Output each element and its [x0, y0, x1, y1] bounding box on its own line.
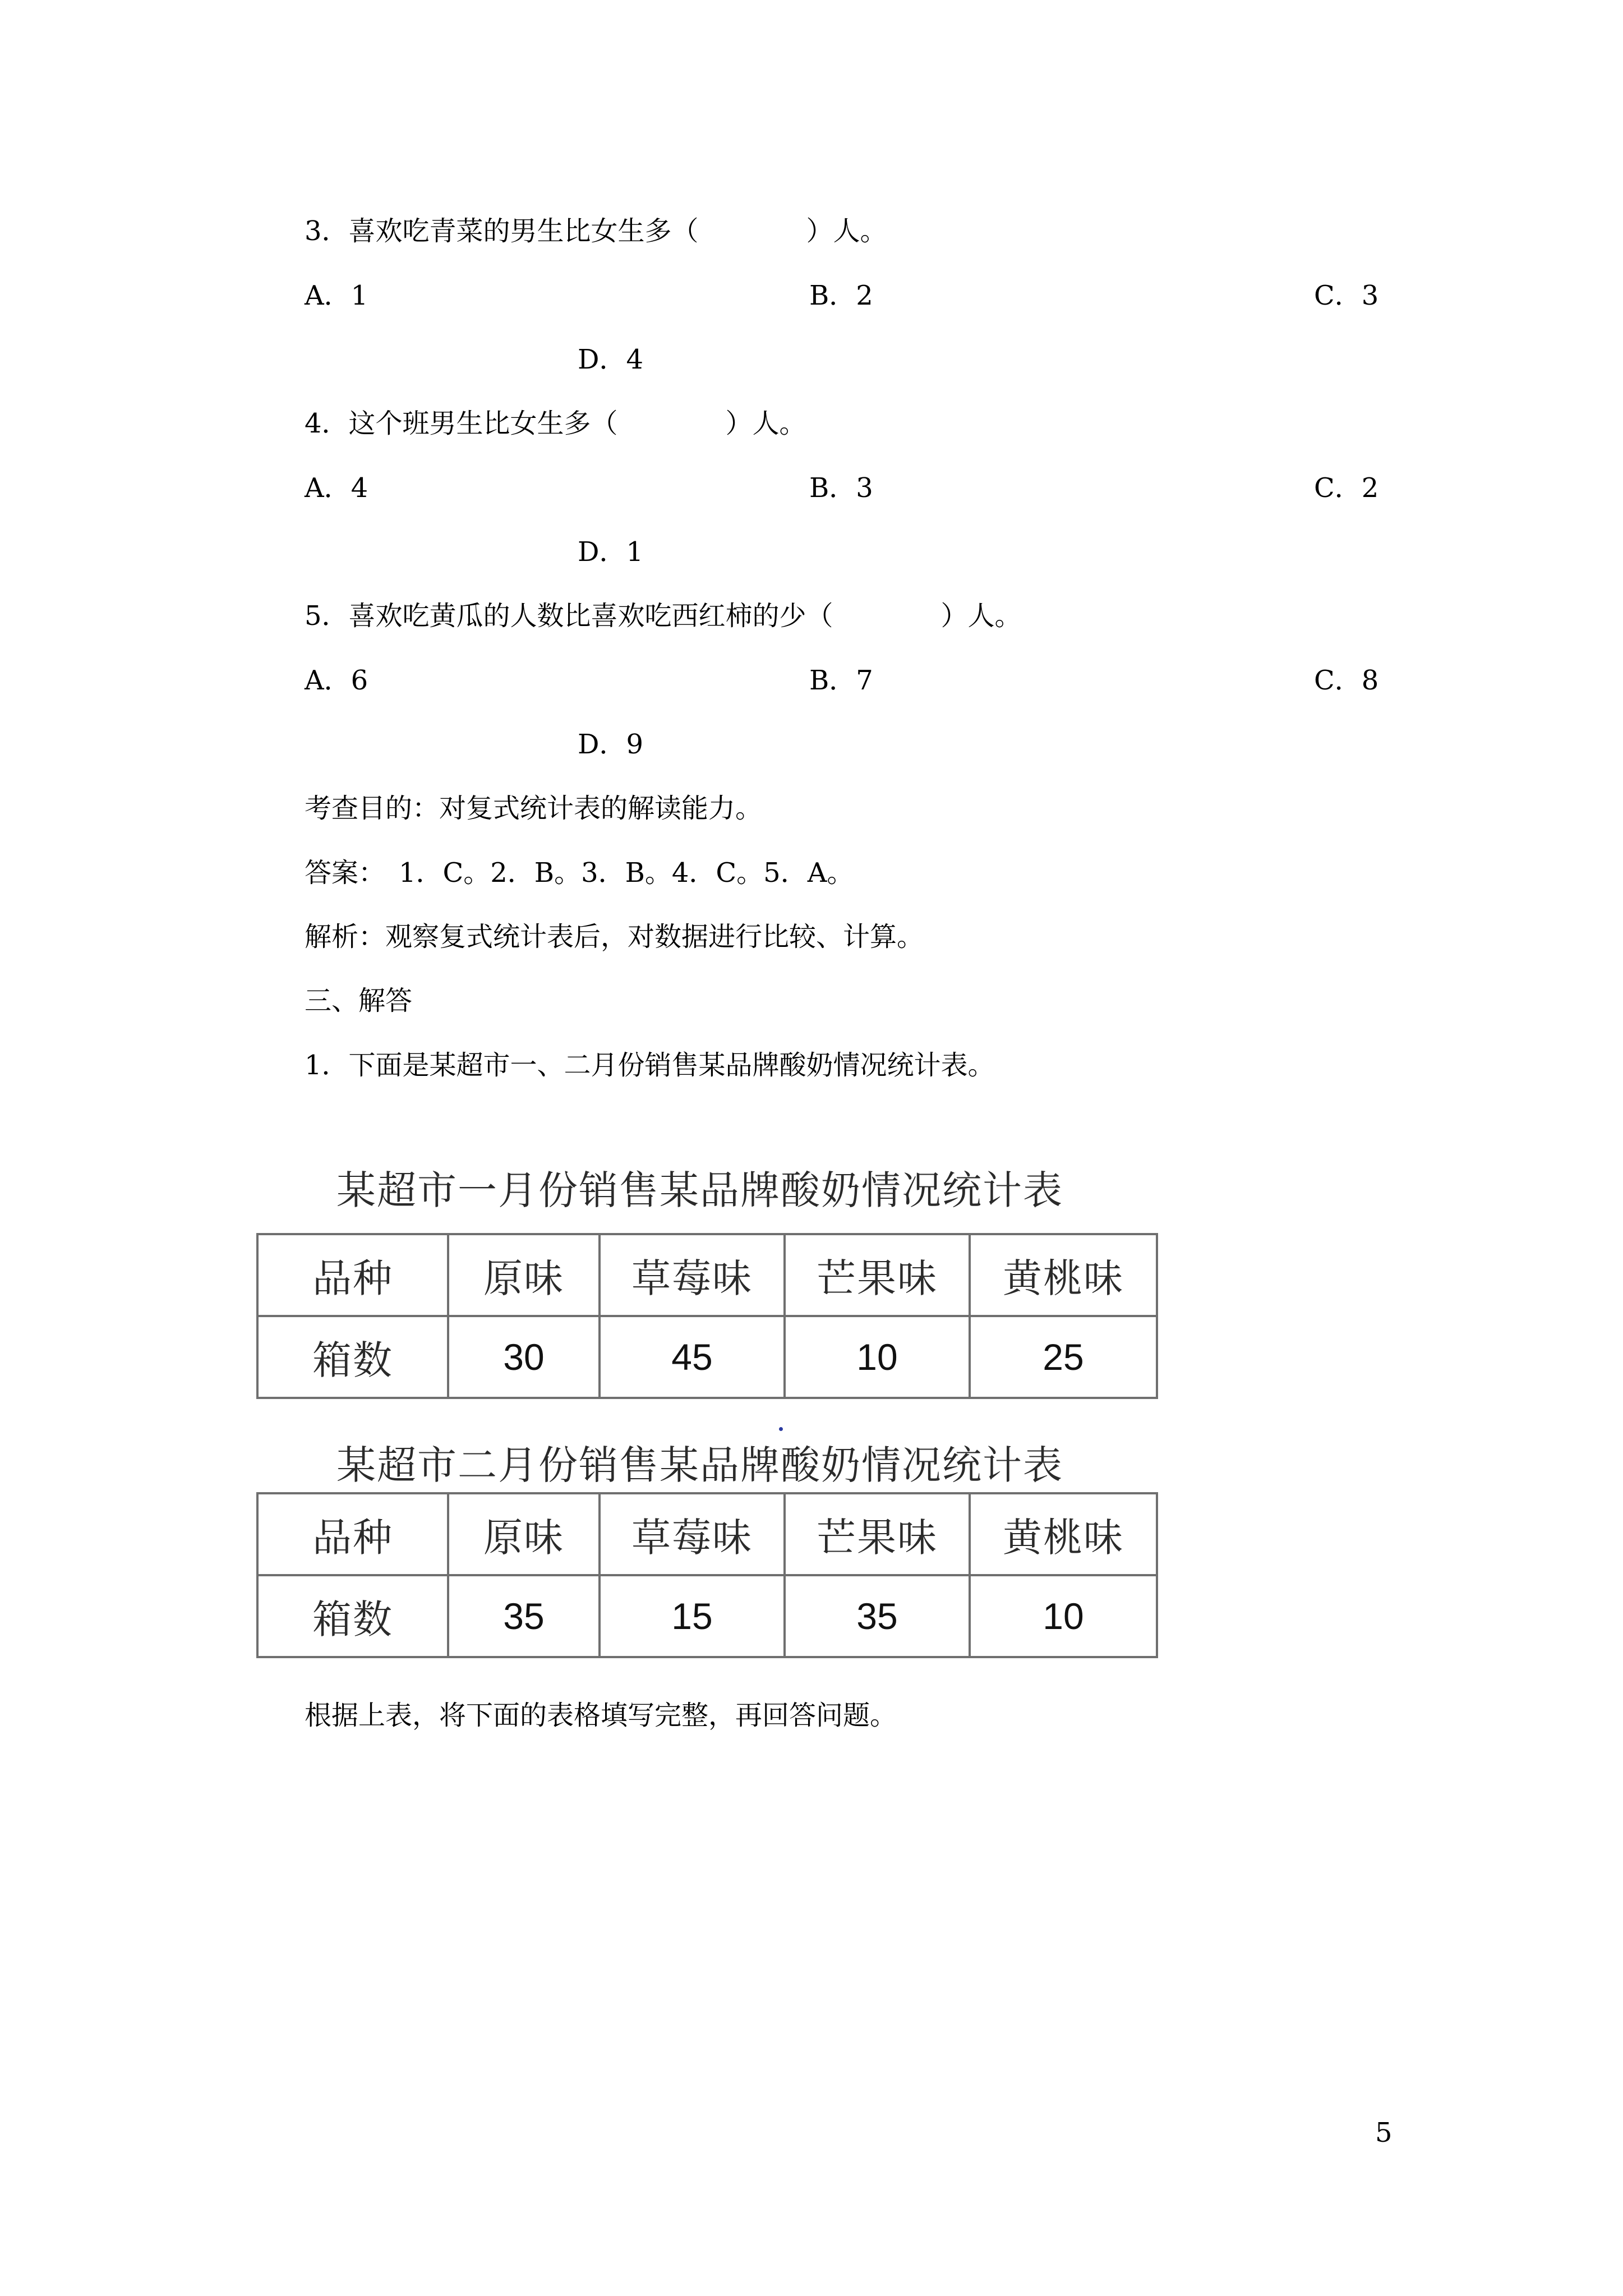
table-1	[256, 1233, 1158, 1399]
question-5-option-d: D．9	[578, 729, 644, 760]
problem-1-text: 1．下面是某超市一、二月份销售某品牌酸奶情况统计表。	[305, 1050, 995, 1081]
question-4-option-c: C．2	[1314, 472, 1379, 504]
analysis-text: 解析：观察复式统计表后，对数据进行比较、计算。	[305, 921, 924, 953]
question-3-option-c: C．3	[1314, 280, 1379, 311]
question-4-stem: 4．这个班男生比女生多（ ）人。	[305, 408, 806, 439]
question-4-option-b: B．3	[809, 472, 873, 504]
table-1-header-cell: 草莓味	[600, 1234, 785, 1316]
question-3-option-d: D．4	[578, 344, 644, 375]
table-2-value-cell: 10	[970, 1575, 1157, 1657]
table-1-header-cell: 品种	[257, 1234, 448, 1316]
table-1-header-cell: 黄桃味	[970, 1234, 1157, 1316]
table-2-header-cell: 黄桃味	[970, 1493, 1157, 1575]
table-2-header-cell: 原味	[448, 1493, 600, 1575]
table-2-data-row	[257, 1575, 1157, 1657]
table-1-data-row	[257, 1316, 1157, 1398]
question-5-option-a: A．6	[305, 665, 368, 696]
table-1-value-cell: 10	[785, 1316, 970, 1398]
table-1-header-row	[257, 1234, 1157, 1316]
stray-dot	[779, 1427, 783, 1431]
table-1-value-cell: 25	[970, 1316, 1157, 1398]
table-2-header-cell: 品种	[257, 1493, 448, 1575]
section-heading: 三、解答	[305, 985, 413, 1016]
question-5-stem: 5．喜欢吃黄瓜的人数比喜欢吃西红柿的少（ ）人。	[305, 600, 1022, 632]
question-3-stem: 3．喜欢吃青菜的男生比女生多（ ）人。	[305, 215, 887, 247]
table-1-value-cell: 30	[448, 1316, 600, 1398]
question-5-option-b: B．7	[809, 665, 873, 696]
table-2-value-cell: 35	[448, 1575, 600, 1657]
table-2-value-cell: 15	[600, 1575, 785, 1657]
table-2	[256, 1492, 1158, 1658]
table-2-header-cell: 芒果味	[785, 1493, 970, 1575]
table-1-header-cell: 原味	[448, 1234, 600, 1316]
answer-text: 答案： 1．C。2．B。3．B。4．C。5．A。	[305, 857, 854, 889]
table-2-title: 某超市二月份销售某品牌酸奶情况统计表	[336, 1442, 1063, 1488]
question-5-option-c: C．8	[1314, 665, 1379, 696]
table-1-row-label: 箱数	[257, 1316, 448, 1398]
question-4-option-d: D．1	[578, 536, 644, 568]
instruction-text: 根据上表，将下面的表格填写完整，再回答问题。	[305, 1700, 897, 1731]
page-number: 5	[1375, 2117, 1393, 2148]
question-4-option-a: A．4	[305, 472, 368, 504]
question-3-option-a: A．1	[305, 280, 368, 311]
table-2-row-label: 箱数	[257, 1575, 448, 1657]
table-1-value-cell: 45	[600, 1316, 785, 1398]
table-2-header-cell: 草莓味	[600, 1493, 785, 1575]
table-1-header-cell: 芒果味	[785, 1234, 970, 1316]
purpose-text: 考查目的：对复式统计表的解读能力。	[305, 793, 763, 824]
table-2-value-cell: 35	[785, 1575, 970, 1657]
table-1-title: 某超市一月份销售某品牌酸奶情况统计表	[336, 1167, 1063, 1213]
table-2-header-row	[257, 1493, 1157, 1575]
question-3-option-b: B．2	[809, 280, 873, 311]
